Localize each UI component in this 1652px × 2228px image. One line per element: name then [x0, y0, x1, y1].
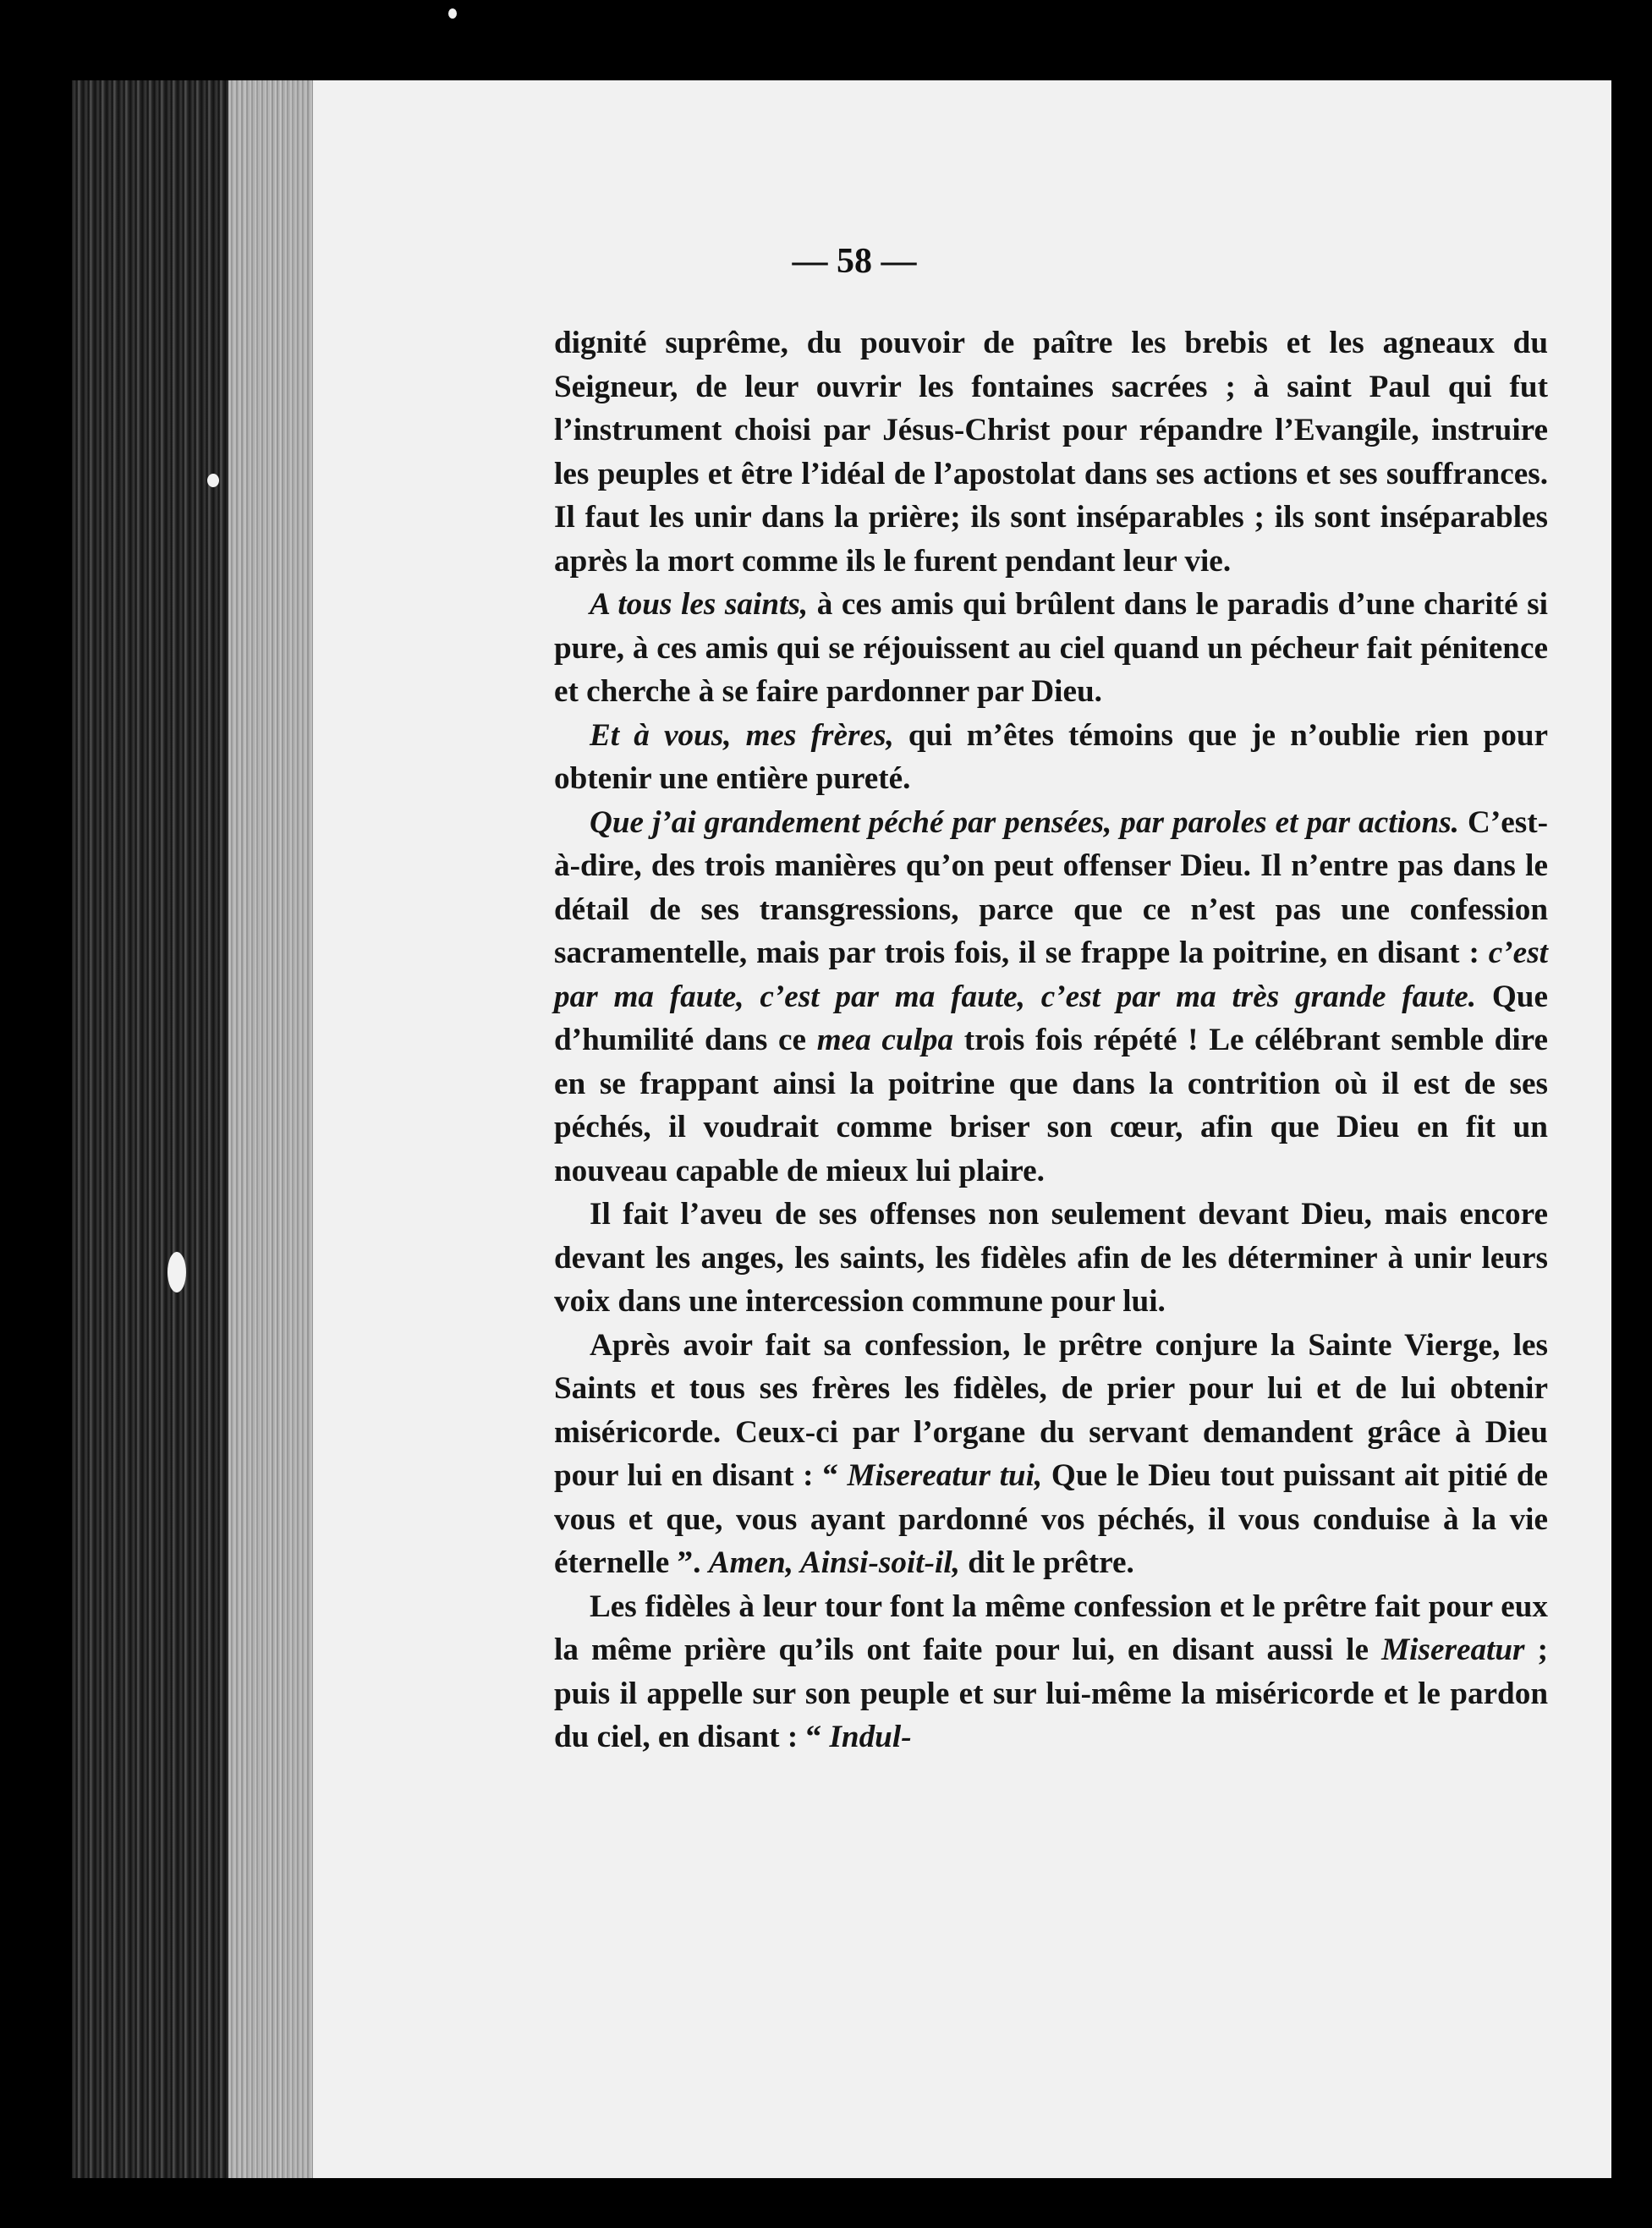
book-page-edges-highlight — [228, 80, 317, 2178]
text-run: trois fois répété ! Le célébrant semble dire en se frappant ainsi la poitrine que dans la contrition où il est de ses péchés, il voudrait comme briser son cœur, afin que Dieu en fit un nouveau capable de mieux lui plaire. — [554, 1023, 1549, 1188]
text-run: Il fait l’aveu de ses offenses non seulement devant Dieu, mais encore devant les anges, les saints, les fidèles afin de les déterminer à unir leurs voix dans une intercession commune pour lui. — [554, 1197, 1548, 1319]
italic-text: A tous les saints, — [590, 587, 809, 622]
paragraph-p2 — [554, 583, 1548, 714]
text-run: Que le Dieu tout puissant ait pitié de vous et que, vous ayant pardonné vos péchés, il vous conduise à la vie éternelle ”. — [554, 1458, 1549, 1580]
dust-speck — [207, 474, 219, 487]
text-run: Après avoir fait sa confession, le prêtre conjure la Sainte Vierge, les Saints et tous ses frères les fidèles, de prier pour lui et de lui obtenir miséricorde. Ceux-ci par l’organe du servant demandent grâce à Dieu pour lui en disant : “ — [554, 1327, 1548, 1493]
paragraph-p4 — [554, 801, 1548, 1194]
text-run: dignité suprême, du pouvoir de paître les brebis et les agneaux du Seigneur, de leur ouvrir les fontaines sacrées ; à saint Paul qui fut l’instrument choisi par Jésus-Christ pour répandre l’Evangile, instruire les peuples et être l’idéal de l’apostolat dans ses actions et ses souffrances. Il faut les unir dans la prière; ils sont inséparables ; ils sont inséparables après la mort comme ils le furent pendant leur vie. — [554, 326, 1548, 579]
text-run: qui m’êtes témoins que je n’oublie rien pour obtenir une entière pureté. — [554, 717, 1549, 796]
dust-speck — [167, 1252, 186, 1292]
italic-text: Amen, Ainsi-soit-il, — [708, 1545, 960, 1580]
text-run: à ces amis qui brûlent dans le paradis d’une charité si pure, à ces amis qui se réjouissent au ciel quand un pécheur fait pénitence et cherche à se faire pardonner par Dieu. — [554, 587, 1548, 709]
italic-text: Que j’ai grandement péché par pensées, par paroles et par actions. — [590, 804, 1459, 840]
italic-text: Misereatur — [1381, 1633, 1525, 1667]
italic-text: mea culpa — [816, 1023, 954, 1057]
paragraph-p7 — [554, 1585, 1548, 1759]
paragraph-p3 — [554, 714, 1548, 801]
italic-text: c’est par ma faute, c’est par ma faute, c’est par ma très grande faute. — [554, 936, 1548, 1014]
italic-text: Indul- — [829, 1720, 912, 1754]
paragraph-p1 — [554, 321, 1548, 583]
dust-speck — [448, 8, 457, 19]
paragraph-p6 — [554, 1324, 1548, 1585]
text-run: C’est-à-dire, des trois manières qu’on peut offenser Dieu. Il n’entre pas dans le détail de ses transgressions, parce que ce n’est pas une confession sacramentelle, mais par trois fois, il se frappe la poitrine, en disant : — [554, 804, 1548, 970]
text-run: dit le prêtre. — [959, 1545, 1134, 1580]
text-run: Les fidèles à leur tour font la même confession et le prêtre fait pour eux la même prière qu’ils ont faite pour lui, en disant aussi le — [554, 1589, 1548, 1667]
italic-text: Misereatur tui, — [847, 1458, 1043, 1493]
italic-text: Et à vous, mes frères, — [590, 717, 894, 753]
page-number: — 58 — — [792, 242, 917, 281]
paragraph-p5 — [554, 1193, 1548, 1324]
book-page — [313, 80, 1611, 2178]
text-run: ; puis il appelle sur son peuple et sur lui-même la miséricorde et le pardon du ciel, en disant : “ — [554, 1633, 1548, 1754]
page-text — [554, 321, 1548, 1759]
text-run: Que d’humilité dans ce — [554, 979, 1548, 1057]
